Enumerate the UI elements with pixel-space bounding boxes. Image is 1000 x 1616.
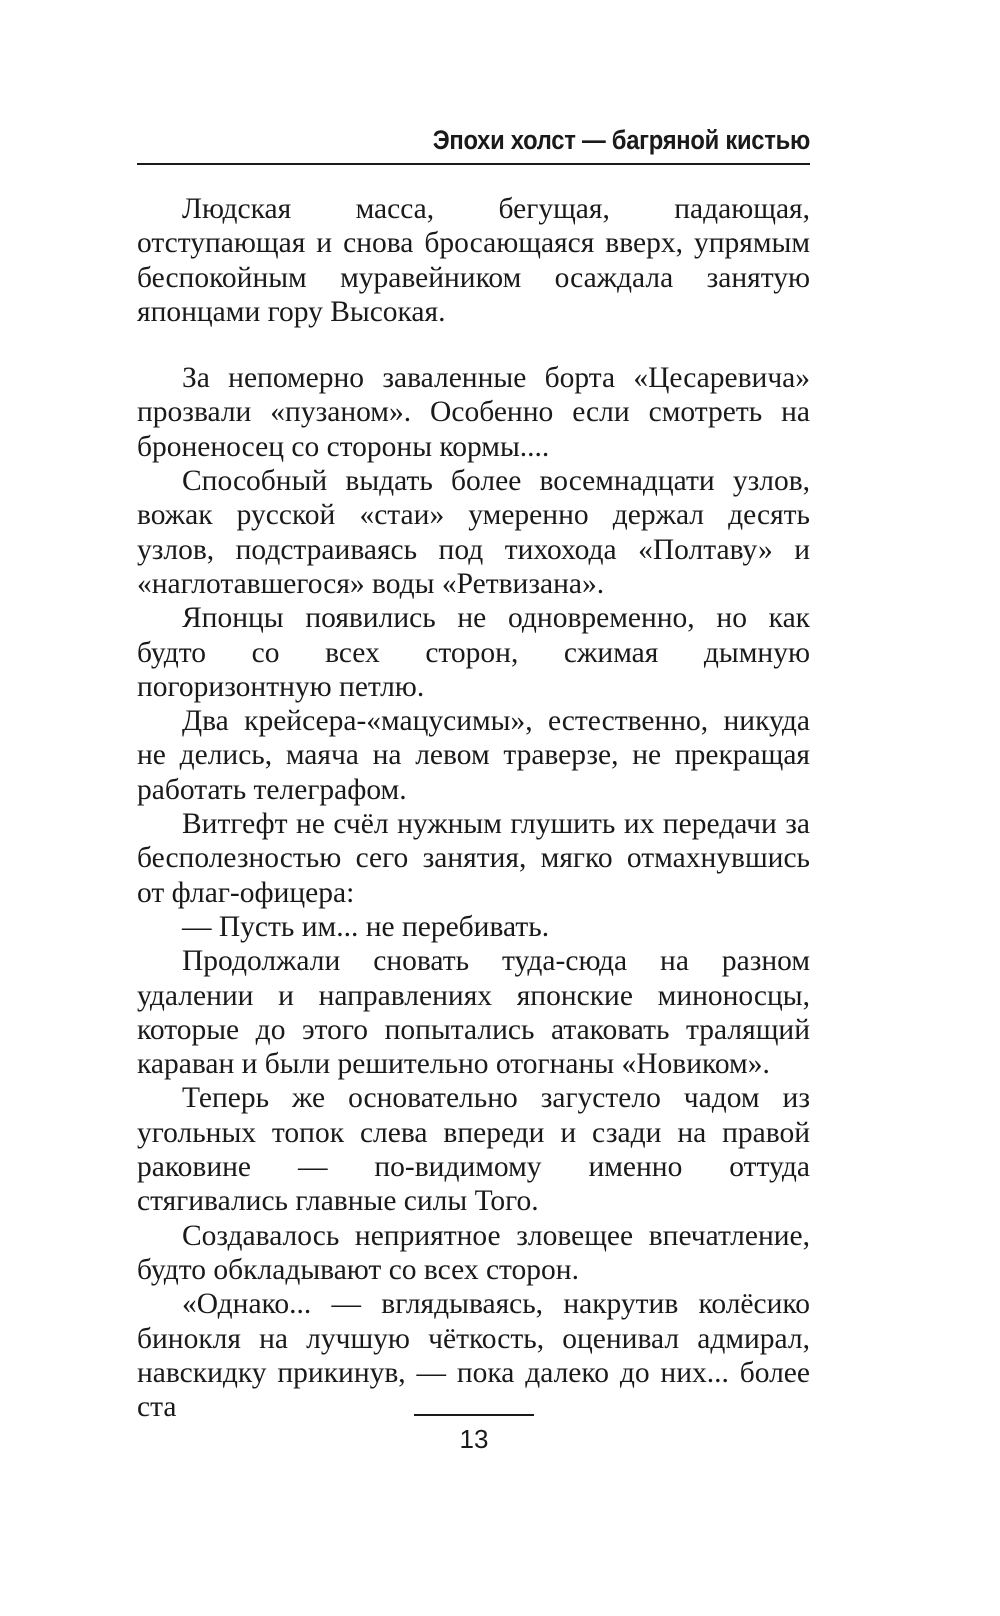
paragraph: Японцы появились не одновременно, но как будто со всех сторон, сжимая дымную погоризонтную петлю.	[137, 602, 810, 703]
running-title: Эпохи холст — багряной кистью	[432, 125, 810, 155]
page-number: 13	[459, 1424, 489, 1454]
footer-rule	[414, 1414, 534, 1416]
header-rule	[137, 163, 810, 165]
paragraph: Два крейсера-«мацусимы», естественно, никуда не делись, маяча на левом траверзе, не прекращая работать телеграфом.	[137, 705, 810, 806]
body-text	[137, 192, 810, 1424]
paragraph: «Однако... — вглядываясь, накрутив колёсико бинокля на лучшую чёткость, оценивал адмирал, навскидку прикинув, — пока далеко до них... более ста	[137, 1288, 810, 1424]
paragraph: Продолжали сновать туда-сюда на разном удалении и направлениях японские миноносцы, которые до этого попытались атаковать тралящий караван и были решительно отогнаны «Новиком».	[137, 945, 810, 1081]
paragraph: Создавалось неприятное зловещее впечатление, будто обкладывают со всех сторон.	[137, 1219, 810, 1286]
paragraph: Способный выдать более восемнадцати узлов, вожак русской «стаи» умеренно держал десять узлов, подстраиваясь под тихохода «Полтаву» и «наглотавшегося» воды «Ретвизана».	[137, 465, 810, 600]
paragraph: Людская масса, бегущая, падающая, отступающая и снова бросающаяся вверх, упрямым беспокойным муравейником осаждала занятую японцами гору Высокая.	[137, 193, 810, 328]
paragraph: Витгефт не счёл нужным глушить их передачи за бесполезностью сего занятия, мягко отмахнувшись от флаг-офицера:	[137, 808, 810, 909]
paragraph: За непомерно заваленные борта «Цесаревича» прозвали «пузаном». Особенно если смотреть на броненосец со стороны кормы....	[137, 362, 810, 463]
paragraph: Теперь же основательно загустело чадом из угольных топок слева впереди и сзади на правой раковине — по-видимому именно оттуда стягивались главные силы Того.	[137, 1082, 810, 1218]
dialogue-line: — Пусть им... не перебивать.	[182, 910, 550, 943]
